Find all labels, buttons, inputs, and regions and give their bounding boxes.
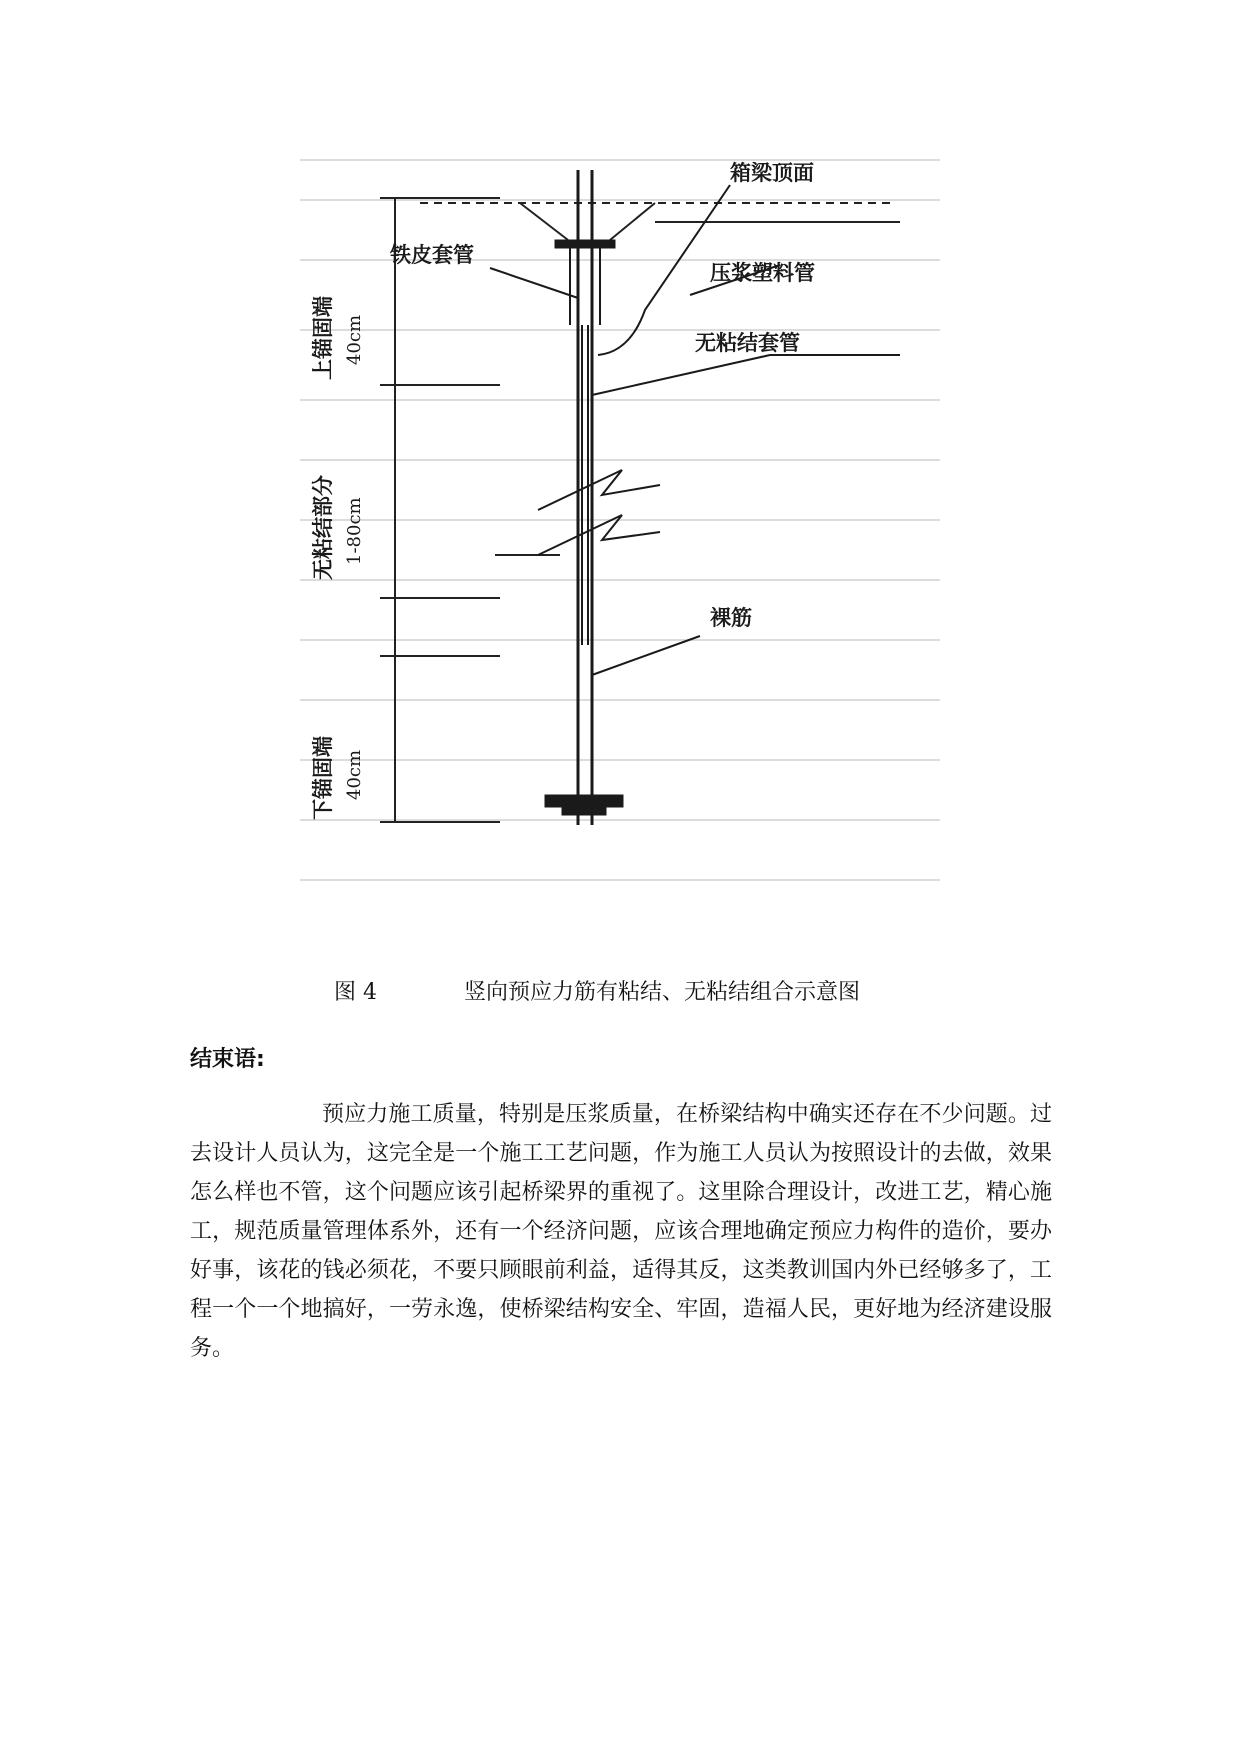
- label-grout-pipe: 压浆塑料管: [710, 261, 815, 285]
- dim-upper-length: 40cm: [344, 314, 365, 365]
- break-symbol: [538, 470, 660, 555]
- label-top-surface: 箱梁顶面: [730, 161, 814, 185]
- girder-top-surface: [420, 203, 900, 240]
- caption-title: 竖向预应力筋有粘结、无粘结组合示意图: [464, 980, 861, 1005]
- figure-caption: [334, 975, 860, 1006]
- dim-unbonded-part: 无粘结部分: [311, 475, 335, 580]
- dim-unbonded-length: 1-80cm: [344, 497, 365, 565]
- dim-lower-anchor: 下锚固端: [311, 736, 335, 820]
- label-unbonded-sleeve: 无粘结套管: [695, 331, 800, 355]
- dimension-lines: [380, 198, 560, 822]
- label-iron-sleeve: 铁皮套管: [390, 243, 474, 267]
- tendon-diagram: [300, 140, 940, 950]
- tendon: [545, 170, 730, 825]
- section-heading: 结束语:: [190, 1047, 265, 1072]
- leader-lines: [490, 265, 900, 675]
- label-bare-bar: 裸筋: [710, 606, 752, 630]
- conclusion-paragraph: 预应力施工质量，特别是压浆质量，在桥梁结构中确实还存在不少问题。过去设计人员认为，这完全是一个施工工艺问题，作为施工人员认为按照设计的去做，效果怎么样也不管，这个问题应该引起桥梁界的重视了。这里除合理设计，改进工艺，精心施工，规范质量管理体系外，还有一个经济问题，应该合理地确定预应力构件的造价，要办好事，该花的钱必须花，不要只顾眼前利益，适得其反，这类教训国内外已经够多了，工程一个一个地搞好，一劳永逸，使桥梁结构安全、牢固，造福人民，更好地为经济建设服务。: [190, 1102, 1052, 1361]
- dim-lower-length: 40cm: [344, 749, 365, 800]
- caption-number: 图 4: [334, 980, 377, 1005]
- dim-upper-anchor: 上锚固端: [311, 296, 335, 380]
- prestress-tendon-figure: [300, 140, 940, 950]
